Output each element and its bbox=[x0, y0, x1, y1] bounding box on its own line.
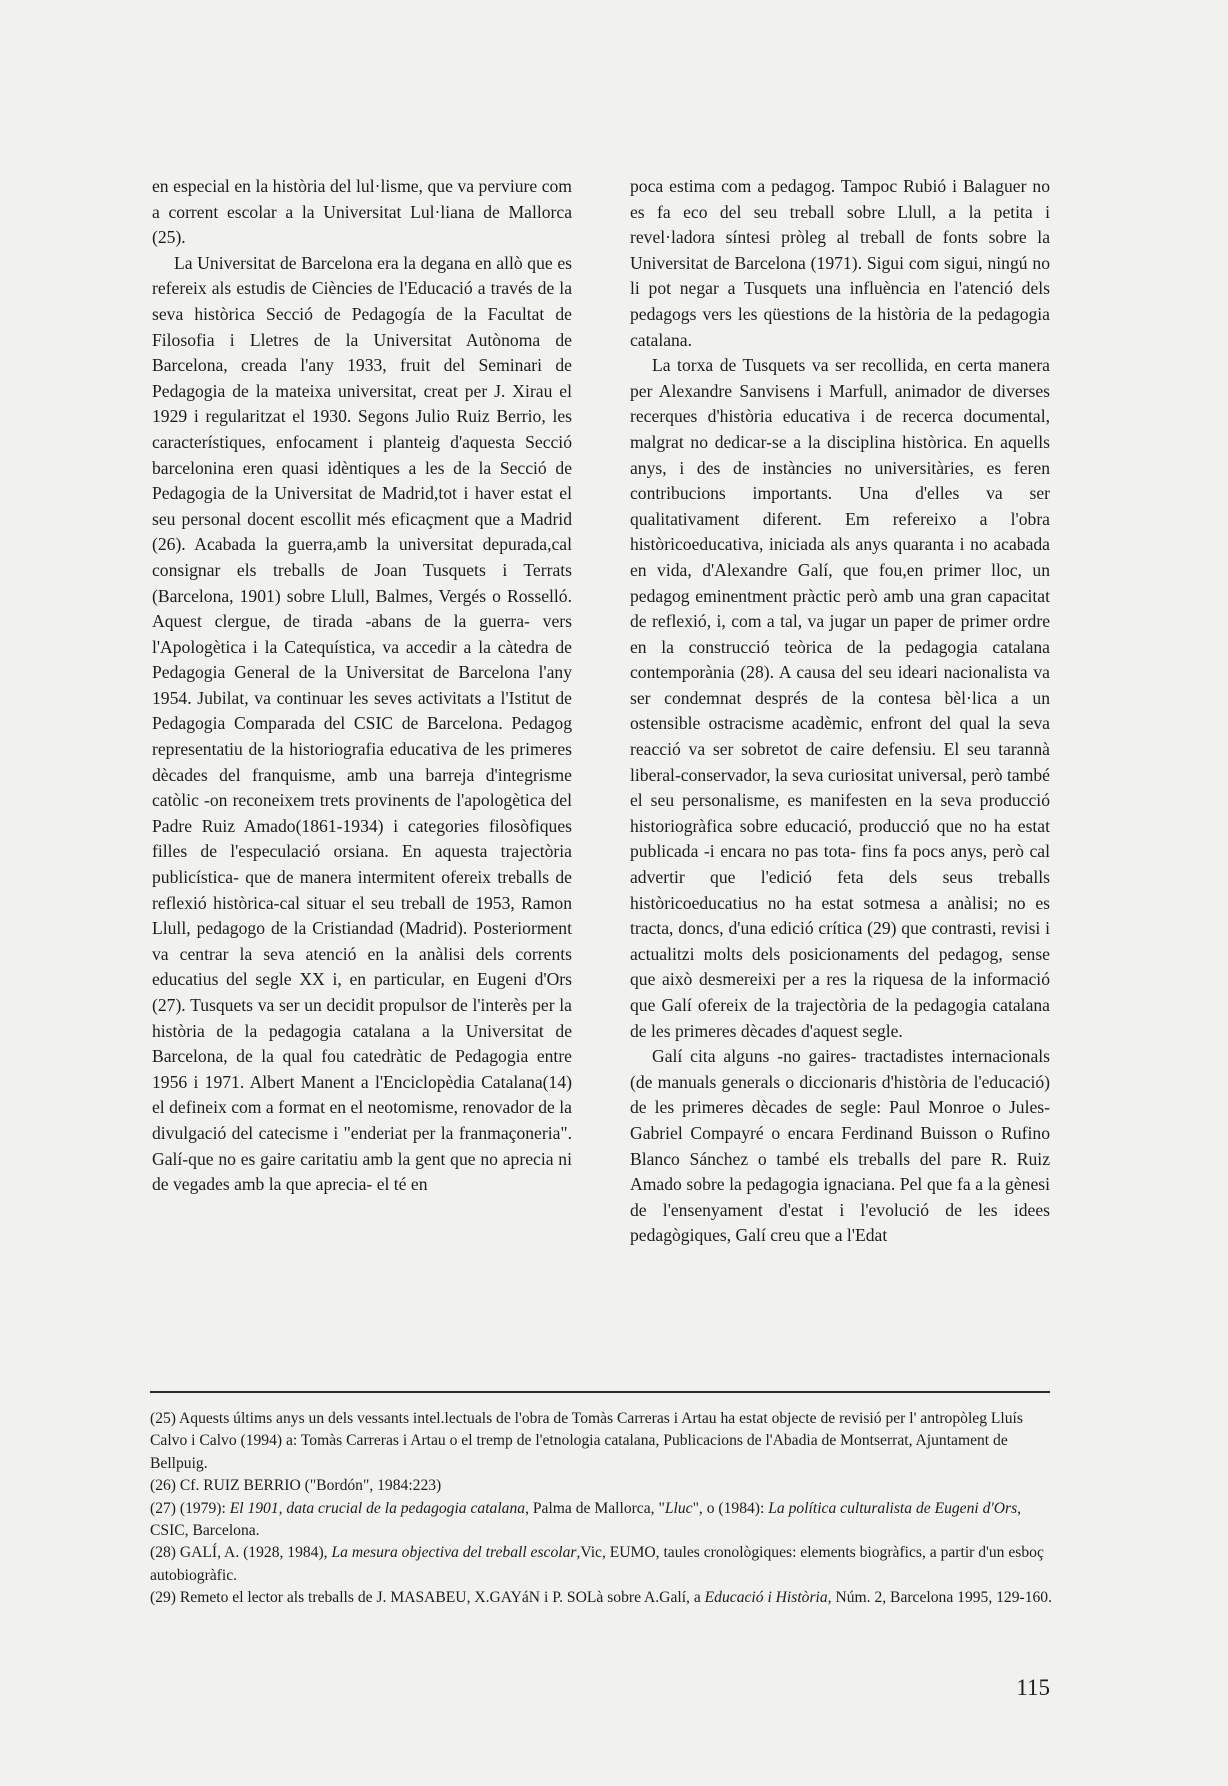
footnote-28 bbox=[150, 1542, 1052, 1587]
paragraph: La Universitat de Barcelona era la degana en allò que es refereix als estudis de Ciències de l'Educació a través de la seva històrica Secció de Pedagogía de la Facultat de Filosofia i Lletres de la Universitat Autònoma de Barcelona, creada l'any 1933, fruit del Seminari de Pedagogia de la mateixa universitat, creat per J. Xirau el 1929 i regularitzat el 1930. Segons Julio Ruiz Berrio, les característiques, enfocament i planteig d'aquesta Secció barcelonina eren quasi idèntiques a les de la Secció de Pedagogia de la Universitat de Madrid,tot i haver estat el seu personal docent escollit més eficaçment que a Madrid (26). Acabada la guerra,amb la universitat depurada,cal consignar els treballs de Joan Tusquets i Terrats (Barcelona, 1901) sobre Llull, Balmes, Vergés o Rosselló. Aquest clergue, de tirada -abans de la guerra- vers l'Apologètica i la Catequística, va accedir a la càtedra de Pedagogia General de la Universitat de Barcelona l'any 1954. Jubilat, va continuar les seves activitats a l'Istitut de Pedagogia Comparada del CSIC de Barcelona. Pedagog representatiu de la historiografia educativa de les primeres dècades del franquisme, amb una barreja d'integrisme catòlic -on reconeixem trets provinents de l'apologètica del Padre Ruiz Amado(1861-1934) i categories filosòfiques filles de l'especulació orsiana. En aquesta trajectòria publicística- que de manera intermitent ofereix treballs de reflexió històrica-cal situar el seu treball de 1953, Ramon Llull, pedagogo de la Cristiandad (Madrid). Posteriorment va centrar la seva atenció en la anàlisi dels corrents educatius del segle XX i, en particular, en Eugeni d'Ors (27). Tusquets va ser un decidit propulsor de l'interès per la història de la pedagogia catalana a la Universitat de Barcelona, de la qual fou catedràtic de Pedagogia entre 1956 i 1971. Albert Manent a l'Enciclopèdia Catalana(14) el defineix com a format en el neotomisme, renovador de la divulgació del catecisme i "enderiat per la franmaçoneria". Galí-que no es gaire caritatiu amb la gent que no aprecia ni de vegades amb la que aprecia- el té en bbox=[152, 252, 572, 1195]
footnote-text: (28) GALÍ, A. (1928, 1984), bbox=[150, 1544, 332, 1562]
footnote-text: (29) Remeto el lector als treballs de J. MASABEU, X.GAYáN i P. SOLà sobre A.Galí, a bbox=[150, 1589, 705, 1607]
footnote-title: La mesura objectiva del treball escolar bbox=[331, 1544, 577, 1562]
page-number: 115 bbox=[1016, 1675, 1050, 1700]
footnote-text: ", o (1984): bbox=[692, 1499, 769, 1517]
footnote-text: , Palma de Mallorca, " bbox=[525, 1499, 665, 1517]
footnote-text: ,Vic, EUMO, taules cronològiques: elements biogràfics, a partir d'un esboç autobiogràfic. bbox=[150, 1544, 1044, 1584]
left-column bbox=[152, 174, 572, 1198]
paragraph: Galí cita alguns -no gaires- tractadistes internacionals (de manuals generals o diccionaris d'història de l'educació) de les primeres dècades de segle: Paul Monroe o Jules-Gabriel Compayré o encara Ferdinand Buisson o Rufino Blanco Sánchez o també els treballs del pare R. Ruiz Amado sobre la pedagogia ignaciana. Pel que fa a la gènesi de l'ensenyament d'estat i l'evolució de les idees pedagògiques, Galí creu que a l'Edat bbox=[630, 1046, 1050, 1246]
footnote-title: El 1901, data crucial de la pedagogia catalana bbox=[229, 1499, 526, 1517]
paragraph: La torxa de Tusquets va ser recollida, en certa manera per Alexandre Sanvisens i Marfull, animador de diverses recerques d'història educativa i de recerca documental, malgrat no dedicar-se a la disciplina històrica. En aquells anys, i des de instàncies no universitàries, es feren contribucions importants. Una d'elles va ser qualitativament diferent. Em refereixo a l'obra històricoeducativa, iniciada als anys quaranta i no acabada en vida, d'Alexandre Galí, que fou,en primer lloc, un pedagog eminentment pràctic però amb una gran capacitat de reflexió, i, com a tal, va jugar un paper de primer ordre en la construcció teòrica de la pedagogia catalana contemporània (28). A causa del seu ideari nacionalista va ser condemnat després de la contesa bèl·lica a un ostensible ostracisme acadèmic, enfront del qual la seva reacció va ser sobretot de caire defensiu. El seu tarannà liberal-conservador, la seva curiositat universal, però també el seu personalisme, es manifesten en la seva producció historiogràfica sobre educació, producció que no ha estat publicada -i encara no pas tota- fins fa pocs anys, però cal advertir que l'edició feta dels seus treballs històricoeducatius no ha estat sotmesa a anàlisi; no es tracta, doncs, d'una edició crítica (29) que contrasti, revisi i actualitzi molts dels posicionaments del pedagog, sense que això desmereixi per a res la riquesa de la informació que Galí ofereix de la trajectòria de la pedagogia catalana de les primeres dècades d'aquest segle. bbox=[630, 355, 1050, 1041]
footnote-text: , CSIC, Barcelona. bbox=[150, 1499, 1022, 1540]
footnote-divider bbox=[150, 1391, 1050, 1393]
footnote-text: (27) (1979): bbox=[150, 1499, 230, 1517]
right-column bbox=[630, 174, 1050, 1249]
footnote-25: (25) Aquests últims anys un dels vessants intel.lectuals de l'obra de Tomàs Carreras i Artau ha estat objecte de revisió per l' antropòleg Lluís Calvo i Calvo (1994) a: Tomàs Carreras i Artau o el tremp de l'etnologia catalana, Publicacions de l'Abadia de Montserrat, Ajuntament de Bellpuig. bbox=[150, 1410, 1023, 1472]
paragraph: en especial en la història del lul·lisme, que va perviure com a corrent escolar a la Universitat Lul·liana de Mallorca (25). bbox=[152, 176, 572, 248]
footnote-29 bbox=[150, 1587, 1052, 1609]
footnote-title: Educació i Història bbox=[704, 1589, 828, 1607]
footnote-27 bbox=[150, 1498, 1052, 1543]
footnote-26: (26) Cf. RUIZ BERRIO ("Bordón", 1984:223) bbox=[150, 1477, 442, 1495]
footnote-text: , Núm. 2, Barcelona 1995, 129-160. bbox=[827, 1589, 1053, 1607]
footnotes bbox=[150, 1408, 1052, 1610]
paragraph: poca estima com a pedagog. Tampoc Rubió i Balaguer no es fa eco del seu treball sobre Llull, a la petita i revel·ladora síntesi pròleg al treball de fonts sobre la Universitat de Barcelona (1971). Sigui com sigui, ningú no li pot negar a Tusquets una influència en l'atenció dels pedagogs vers les qüestions de la història de la pedagogia catalana. bbox=[630, 176, 1050, 350]
footnote-title: La política culturalista de Eugeni d'Ors bbox=[768, 1499, 1018, 1517]
footnote-title: Lluc bbox=[664, 1499, 693, 1517]
